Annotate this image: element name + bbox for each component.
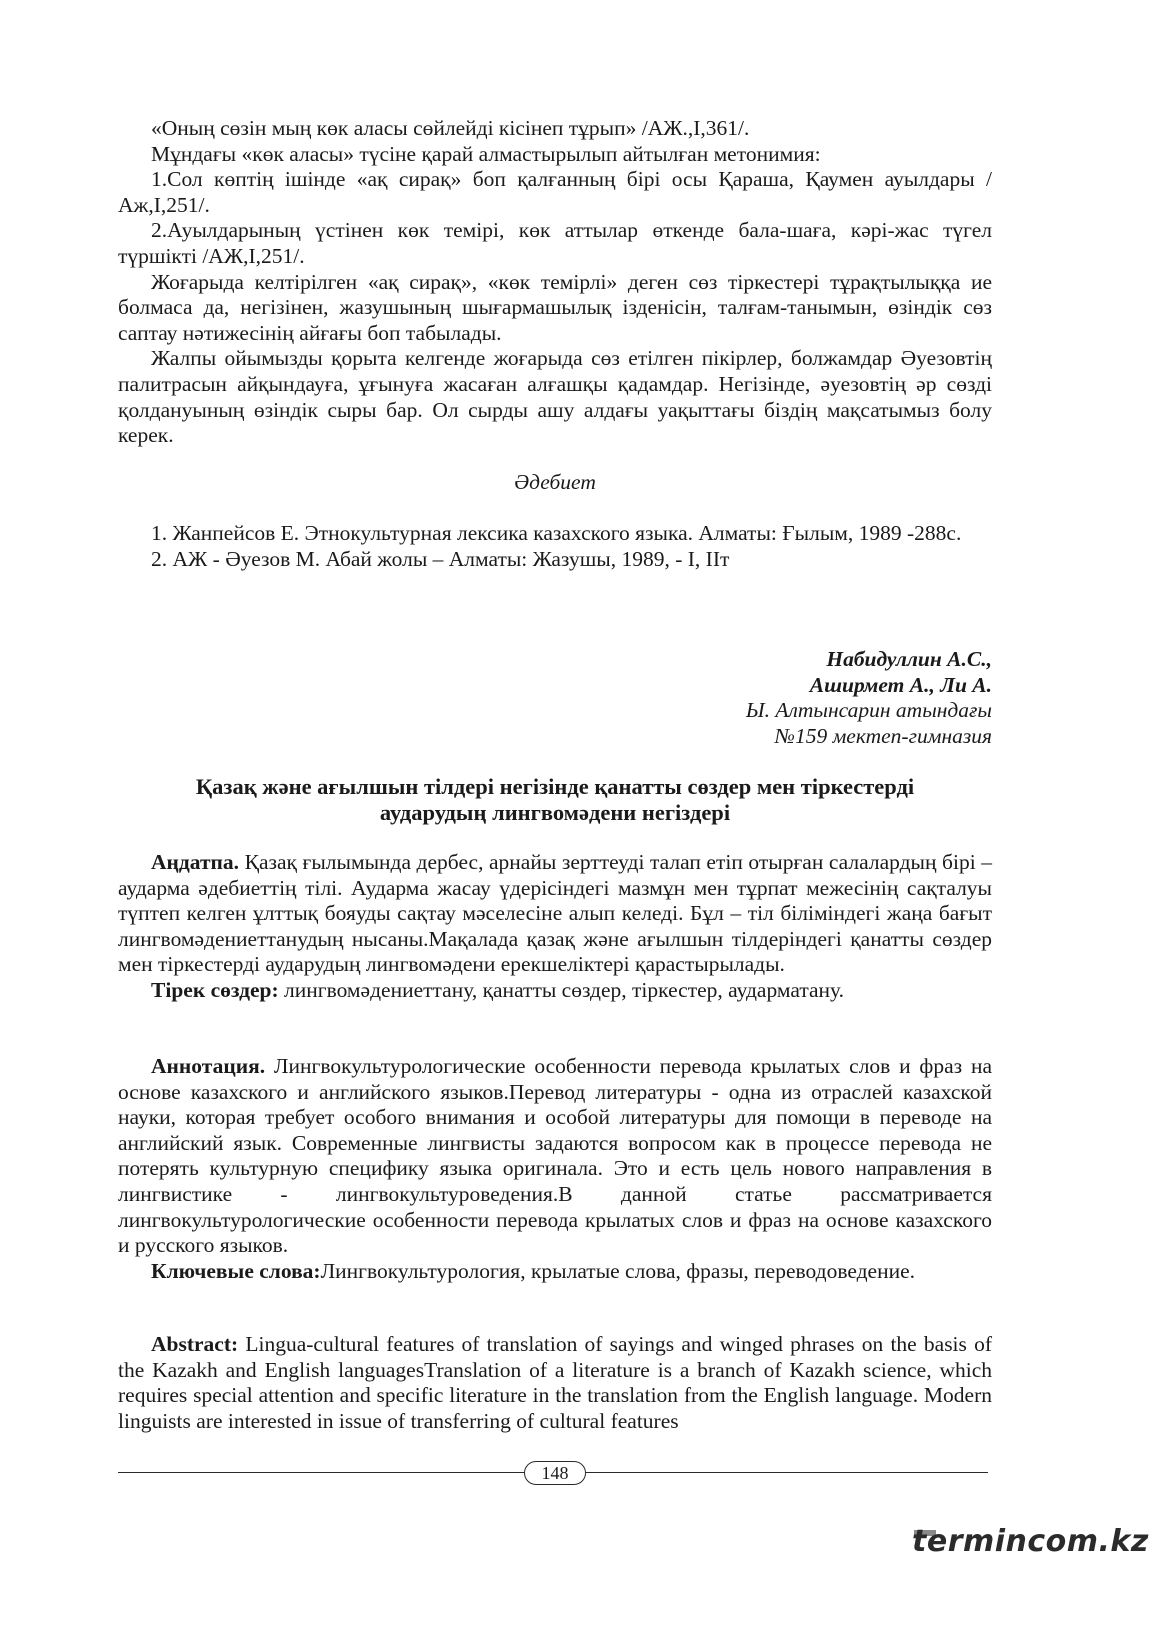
abstract-russian xyxy=(118,1054,992,1284)
keywords-label: Тірек сөздер: xyxy=(151,977,279,1002)
abstract-label: Abstract: xyxy=(151,1332,239,1356)
abstract-text: Лингвокультурологические особенности перевода крылатых слов и фраз на основе казахского и английского языков.Перевод литературы - одна из отраслей казахской науки, которая требует особого внимания и особой литературы для помощи в переводе на английский язык. Современные лингвисты задаются вопросом как в процессе перевода не потерять культурную специфику языка оригинала. Это и есть цель нового направления в лингвистике - лингвокультуроведения.В данной статье рассматривается лингвокультурологические особенности перевода крылатых слов и фраз на основе казахского и русского языков. xyxy=(118,1054,992,1258)
literature-heading: Әдебиет xyxy=(514,470,596,494)
abstract-paragraph xyxy=(118,1054,992,1259)
article-title xyxy=(118,774,992,825)
body-paragraph: 1.Сол көптің ішінде «ақ сирақ» боп қалғанның бірі осы Қараша, Қаумен ауылдары /Аж,І,251/. xyxy=(118,167,992,217)
watermark-text: termincom.kz xyxy=(912,1524,1149,1559)
affiliation: №159 мектеп-гимназия xyxy=(774,723,992,748)
body-paragraph: Мұндағы «көк аласы» түсіне қарай алмастырылып айтылған метонимия: xyxy=(151,141,821,166)
keywords-paragraph xyxy=(118,1259,992,1285)
reference-item: 2. АЖ - Әуезов М. Абай жолы – Алматы: Жазушы, 1989, - І, ІІт xyxy=(151,546,730,571)
abstract-text: Қазақ ғылымында дербес, арнайы зерттеуді талап етіп отырған салалардың бірі – аударма әдебиеттің тілі. Аударма жасау үдерісіндегі мазмұн мен тұрпат межесінің сақталуы түптеп келген ұлттық бояуды сақтау мәселесіне алып келеді. Бұл – тіл біліміндегі жаңа бағыт лингвомәдениеттанудың нысаны.Мақалада қазақ және ағылшын тілдеріндегі қанатты сөздер мен тіркестерді аударудың лингвомәдени ерекшеліктері қарастырылады. xyxy=(118,850,992,977)
body-paragraph: Жалпы ойымызды қорыта келгенде жоғарыда сөз етілген пікірлер, болжамдар Әуезовтің палитрасын айқындауға, ұғынуға жасаған алғашқы қадамдар. Негізінде, әуезовтің әр сөзді қолдануының өзіндік сыры бар. Ол сырды ашу алдағы уақыттағы біздің мақсатымыз болу керек. xyxy=(118,346,992,448)
keywords-text: Лингвокультурология, крылатые слова, фразы, переводоведение. xyxy=(320,1258,916,1283)
keywords-paragraph xyxy=(118,978,992,1004)
article-title-line: Қазақ және ағылшын тілдері негізінде қанатты сөздер мен тіркестерді xyxy=(195,774,915,799)
body-paragraph: 2.Ауылдарының үстінен көк темірі, көк аттылар өткенде бала-шаға, кәрі-жас түгел түршікті /АЖ,І,251/. xyxy=(118,218,992,268)
keywords-text: лингвомәдениеттану, қанатты сөздер, тіркестер, аударматану. xyxy=(278,977,845,1002)
abstract-english xyxy=(118,1332,992,1434)
abstract-paragraph xyxy=(118,850,992,978)
keywords-label: Ключевые слова: xyxy=(151,1258,321,1283)
abstract-label: Аннотация. xyxy=(151,1054,266,1078)
author-names: Аширмет А., Ли А. xyxy=(809,672,992,697)
site-watermark-logo xyxy=(912,1522,1149,1566)
abstract-label: Аңдатпа. xyxy=(151,850,240,874)
author-names: Набидуллин А.С., xyxy=(826,647,992,671)
reference-item: 1. Жанпейсов Е. Этнокультурная лексика казахского языка. Алматы: Ғылым, 1989 -288с. xyxy=(151,521,962,545)
body-paragraph: «Оның сөзін мың көк аласы сөйлейді кісінеп тұрып» /АЖ.,І,361/. xyxy=(151,116,750,140)
author-block xyxy=(746,647,992,749)
abstract-text: Lingua-cultural features of translation of sayings and winged phrases on the basis of the Kazakh and English languagesTranslation of a literature is a branch of Kazakh science, which requires special attention and specific literature in the translation from the English language. Modern linguists are interested in issue of transferring of cultural features xyxy=(118,1332,992,1433)
affiliation: Ы. Алтынсарин атындағы xyxy=(745,698,992,723)
body-text xyxy=(118,116,992,449)
page-number: 148 xyxy=(524,1461,586,1485)
reference-list xyxy=(118,521,992,572)
article-title-line: аударудың лингвомәдени негіздері xyxy=(379,799,731,825)
abstract-kazakh xyxy=(118,850,992,1004)
abstract-paragraph xyxy=(118,1332,992,1434)
body-paragraph: Жоғарыда келтірілген «ақ сирақ», «көк темірлі» деген сөз тіркестері тұрақтылыққа ие болмаса да, негізінен, жазушының шығармашылық ізденісін, талғам-танымын, өзіндік сөз саптау нәтижесінің айғағы боп табылады. xyxy=(118,269,992,345)
